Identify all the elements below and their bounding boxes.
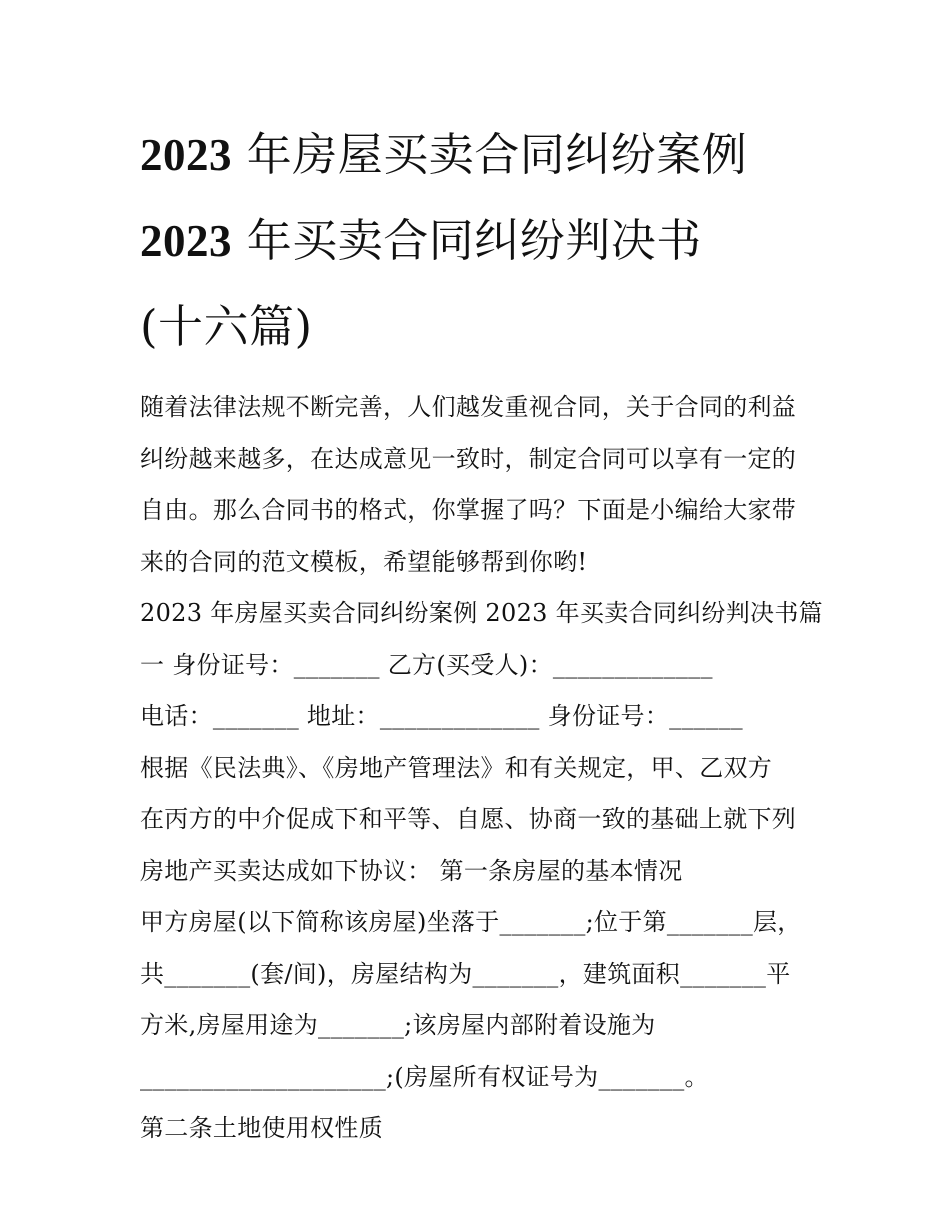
title-line [140,198,820,284]
title-text: (十六篇) [140,300,313,353]
document-title [140,112,820,370]
body-line: 来的合同的范文模板，希望能够帮到你哟! [140,547,588,576]
title-line [140,112,820,198]
body-line: 方米,房屋用途为_______;该房屋内部附着设施为 [140,1011,656,1039]
body-line: 第二条土地使用权性质 [140,1114,383,1142]
body-line: 电话：_______ 地址：_____________ 身份证号：______ [140,702,743,730]
title-year: 2023 [140,130,232,180]
body-line: 根据《民法典》、《房地产管理法》和有关规定，甲、乙双方 [140,753,773,782]
body-line: 共_______(套/间)，房屋结构为_______，建筑面积_______平 [140,959,791,988]
body-line: 房地产买卖达成如下协议： 第一条房屋的基本情况 [140,856,683,885]
body-line: 纠纷越来越多，在达成意见一致时，制定合同可以享有一定的 [140,444,797,473]
title-text: 年买卖合同纠纷判决书 [232,214,702,267]
body-line: ____________________;(房屋所有权证号为_______。 [140,1062,709,1091]
title-year: 2023 [140,216,232,266]
body-line: 一 身份证号：_______ 乙方(买受人)：_____________ [140,650,713,679]
body-line: 甲方房屋(以下简称该房屋)坐落于_______;位于第_______层， [140,908,802,936]
document-body [140,382,823,1155]
body-line: 2023 年房屋买卖合同纠纷案例 2023 年买卖合同纠纷判决书篇 [140,599,823,627]
body-line: 自由。那么合同书的格式，你掌握了吗？下面是小编给大家带 [140,496,797,524]
body-line: 在丙方的中介促成下和平等、自愿、协商一致的基础上就下列 [140,805,797,833]
document-page [140,112,823,1155]
title-text: 年房屋买卖合同纠纷案例 [232,128,748,181]
body-line: 随着法律法规不断完善，人们越发重视合同，关于合同的利益 [140,393,797,421]
title-line [140,284,820,370]
